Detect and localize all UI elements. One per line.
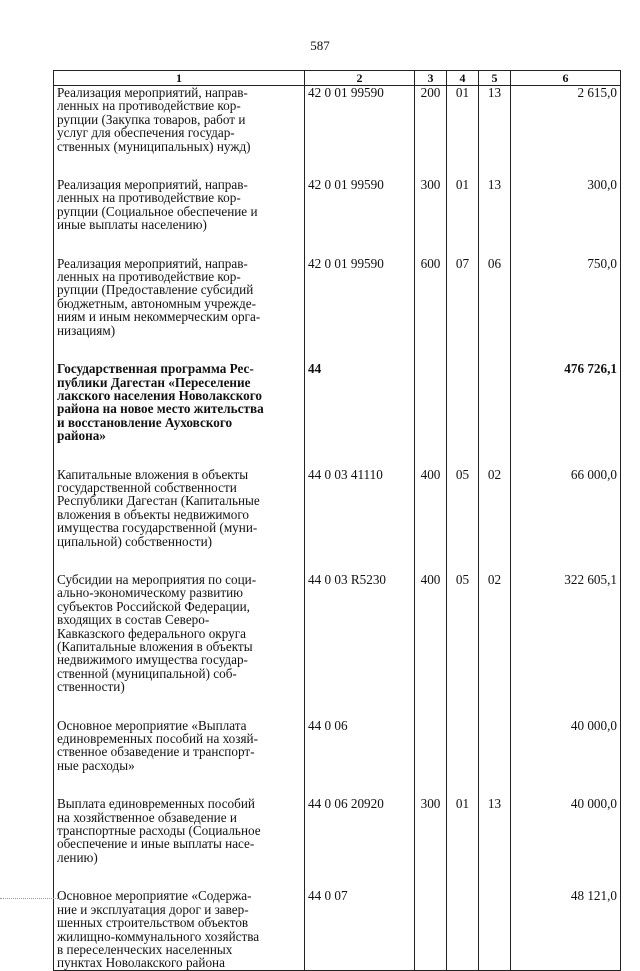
row-code: 44 (305, 362, 415, 467)
row-col3: 300 (415, 797, 447, 889)
row-col4: 05 (447, 468, 479, 573)
column-header: 1 (54, 71, 305, 86)
row-name: Реализация мероприятий, направ- ленных на противодействие кор- рупции (Предоставление субсидий бюджетным, автономным учрежде- ниям и иным некоммерческим орга- низациям) (54, 257, 305, 362)
row-col4 (447, 362, 479, 467)
row-col3: 400 (415, 573, 447, 719)
row-name: Субсидии на мероприятия по соци- ально-экономическому развитию субъектов Российской Федерации, входящих в состав Северо- Кавказского федерального округа (Капитальные вложения в объекты недвижимого имущества государ- ственной (муниципальной) соб- ственности) (54, 573, 305, 719)
row-amount: 2 615,0 (511, 86, 621, 179)
row-col5: 13 (479, 178, 511, 257)
row-amount: 476 726,1 (511, 362, 621, 467)
row-code: 44 0 03 R5230 (305, 573, 415, 719)
row-code: 44 0 03 41110 (305, 468, 415, 573)
row-amount: 40 000,0 (511, 719, 621, 798)
row-col4 (447, 889, 479, 970)
row-col5 (479, 719, 511, 798)
row-col4: 05 (447, 573, 479, 719)
row-col5: 02 (479, 573, 511, 719)
row-col4: 01 (447, 86, 479, 179)
column-header: 4 (447, 71, 479, 86)
row-col5: 13 (479, 86, 511, 179)
row-amount: 48 121,0 (511, 889, 621, 970)
row-col4 (447, 719, 479, 798)
row-col4: 07 (447, 257, 479, 362)
row-code: 44 0 06 (305, 719, 415, 798)
row-col3: 300 (415, 178, 447, 257)
row-col5: 02 (479, 468, 511, 573)
table-row (54, 468, 621, 573)
row-code: 42 0 01 99590 (305, 178, 415, 257)
row-amount: 40 000,0 (511, 797, 621, 889)
column-header: 2 (305, 71, 415, 86)
row-col3 (415, 362, 447, 467)
table-header-row (54, 71, 621, 86)
row-code: 42 0 01 99590 (305, 86, 415, 179)
row-col3: 600 (415, 257, 447, 362)
row-col4: 01 (447, 178, 479, 257)
row-name: Основное мероприятие «Содержа- ние и эксплуатация дорог и завер- шенных строительством объектов жилищно-коммунального хозяйства в переселенческих населенных пунктах Новолакского района (54, 889, 305, 970)
page-number: 587 (310, 38, 330, 53)
column-header: 5 (479, 71, 511, 86)
row-code: 44 0 07 (305, 889, 415, 970)
row-col3 (415, 719, 447, 798)
row-amount: 750,0 (511, 257, 621, 362)
table-row (54, 889, 621, 970)
budget-table (53, 70, 621, 971)
row-name: Реализация мероприятий, направ- ленных на противодействие кор- рупции (Закупка товаров, работ и услуг для обеспечения государ- ственных (муниципальных) нужд) (54, 86, 305, 179)
row-col5: 06 (479, 257, 511, 362)
row-col5: 13 (479, 797, 511, 889)
scan-artifact-line (0, 898, 70, 899)
row-name: Реализация мероприятий, направ- ленных на противодействие кор- рупции (Социальное обеспечение и иные выплаты населению) (54, 178, 305, 257)
row-col3: 200 (415, 86, 447, 179)
row-col5 (479, 362, 511, 467)
table-row (54, 257, 621, 362)
column-header: 6 (511, 71, 621, 86)
table-row (54, 86, 621, 179)
row-name: Капитальные вложения в объекты государственной собственности Республики Дагестан (Капитальные вложения в объекты недвижимого имущества государственной (муни- ципальной) собственности) (54, 468, 305, 573)
table-row (54, 797, 621, 889)
table-body (54, 86, 621, 971)
table-row (54, 573, 621, 719)
row-col4: 01 (447, 797, 479, 889)
row-amount: 66 000,0 (511, 468, 621, 573)
row-col5 (479, 889, 511, 970)
row-code: 44 0 06 20920 (305, 797, 415, 889)
row-amount: 300,0 (511, 178, 621, 257)
table-row (54, 362, 621, 467)
row-name: Выплата единовременных пособий на хозяйственное обзаведение и транспортные расходы (Социальное обеспечение и иные выплаты насе- лению) (54, 797, 305, 889)
row-code: 42 0 01 99590 (305, 257, 415, 362)
row-name: Основное мероприятие «Выплата единовременных пособий на хозяй- ственное обзаведение и транспорт- ные расходы» (54, 719, 305, 798)
row-amount: 322 605,1 (511, 573, 621, 719)
row-name: Государственная программа Рес- публики Дагестан «Переселение лакского населения Новолакского района на новое место жительства и восстановление Ауховского района» (54, 362, 305, 467)
row-col3 (415, 889, 447, 970)
row-col3: 400 (415, 468, 447, 573)
table-row (54, 178, 621, 257)
table-row (54, 719, 621, 798)
column-header: 3 (415, 71, 447, 86)
